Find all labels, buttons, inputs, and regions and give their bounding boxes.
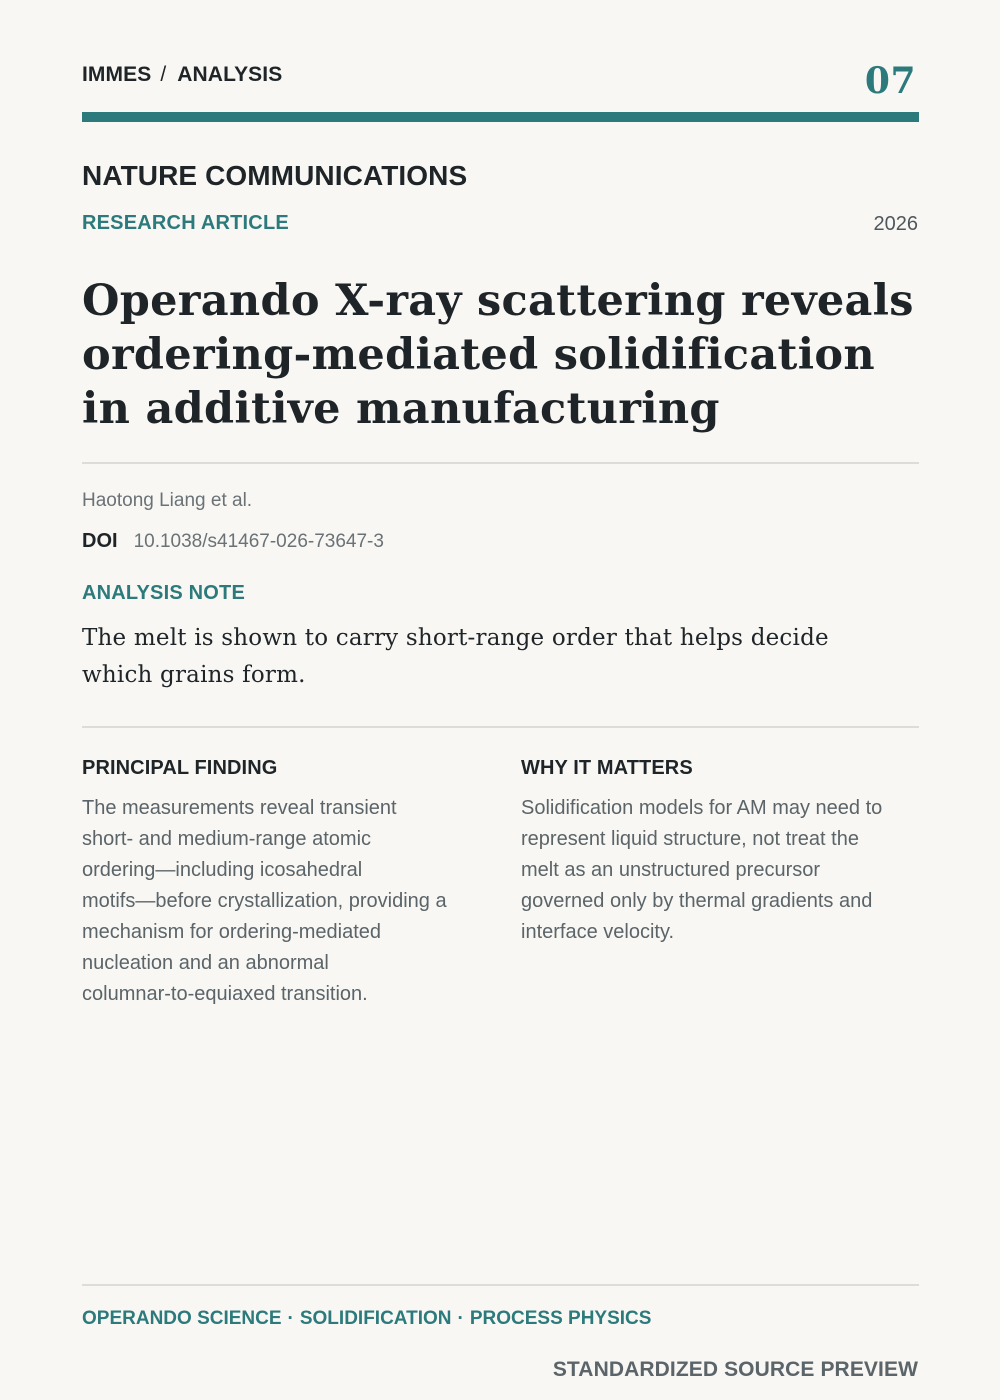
breadcrumb-page: ANALYSIS — [177, 63, 283, 86]
doi-label: DOI — [82, 530, 118, 552]
section-divider — [82, 726, 919, 728]
footer-divider — [82, 1284, 919, 1286]
author-list: Haotong Liang et al. — [82, 490, 253, 511]
document-page — [82, 0, 919, 1400]
article-title — [82, 274, 919, 436]
note-line: which grains form. — [82, 662, 306, 688]
publication-year: 2026 — [873, 213, 918, 235]
why-it-matters-text — [521, 793, 921, 948]
breadcrumb-separator: / — [160, 63, 167, 86]
topic-tag: OPERANDO SCIENCE — [82, 1308, 282, 1329]
why-it-matters-section — [521, 755, 921, 948]
finding-line: columnar-to-equiaxed transition. — [82, 983, 368, 1005]
doi-value: 10.1038/s41467-026-73647-3 — [133, 531, 384, 552]
matters-line: governed only by thermal gradients and — [521, 890, 873, 912]
analysis-note-text — [82, 620, 902, 694]
finding-line: motifs—before crystallization, providing a — [82, 890, 447, 912]
principal-finding-heading: PRINCIPAL FINDING — [82, 757, 278, 779]
page-number: 07 — [864, 60, 916, 102]
breadcrumb — [82, 63, 282, 87]
accent-divider — [82, 112, 919, 122]
finding-line: ordering—including icosahedral — [82, 859, 363, 881]
topic-tag: SOLIDIFICATION — [299, 1308, 452, 1329]
matters-line: melt as an unstructured precursor — [521, 859, 821, 881]
finding-line: nucleation and an abnormal — [82, 952, 329, 974]
principal-finding-section — [82, 755, 482, 1010]
breadcrumb-section: IMMES — [82, 63, 152, 86]
note-line: The melt is shown to carry short-range order that helps decide — [82, 625, 829, 651]
matters-line: interface velocity. — [521, 921, 675, 943]
principal-finding-text — [82, 793, 482, 1010]
tag-separator: · — [457, 1308, 464, 1329]
title-line: in additive manufacturing — [82, 384, 720, 434]
top-bar — [82, 62, 919, 102]
finding-line: short- and medium-range atomic — [82, 828, 372, 850]
doi-row — [82, 530, 384, 553]
tag-separator: · — [287, 1308, 294, 1329]
matters-line: represent liquid structure, not treat the — [521, 828, 859, 850]
analysis-note-heading: ANALYSIS NOTE — [82, 582, 246, 604]
article-type: RESEARCH ARTICLE — [82, 212, 289, 234]
matters-line: Solidification models for AM may need to — [521, 797, 883, 819]
why-it-matters-heading: WHY IT MATTERS — [521, 757, 693, 779]
footer-label: STANDARDIZED SOURCE PREVIEW — [552, 1358, 918, 1381]
section-divider — [82, 462, 919, 464]
topic-tag: PROCESS PHYSICS — [469, 1308, 652, 1329]
finding-line: mechanism for ordering-mediated — [82, 921, 382, 943]
title-line: ordering-mediated solidification — [82, 330, 875, 380]
title-line: Operando X-ray scattering reveals — [82, 276, 914, 326]
journal-name: NATURE COMMUNICATIONS — [82, 160, 468, 191]
finding-line: The measurements reveal transient — [82, 797, 397, 819]
topic-tags — [82, 1308, 651, 1330]
